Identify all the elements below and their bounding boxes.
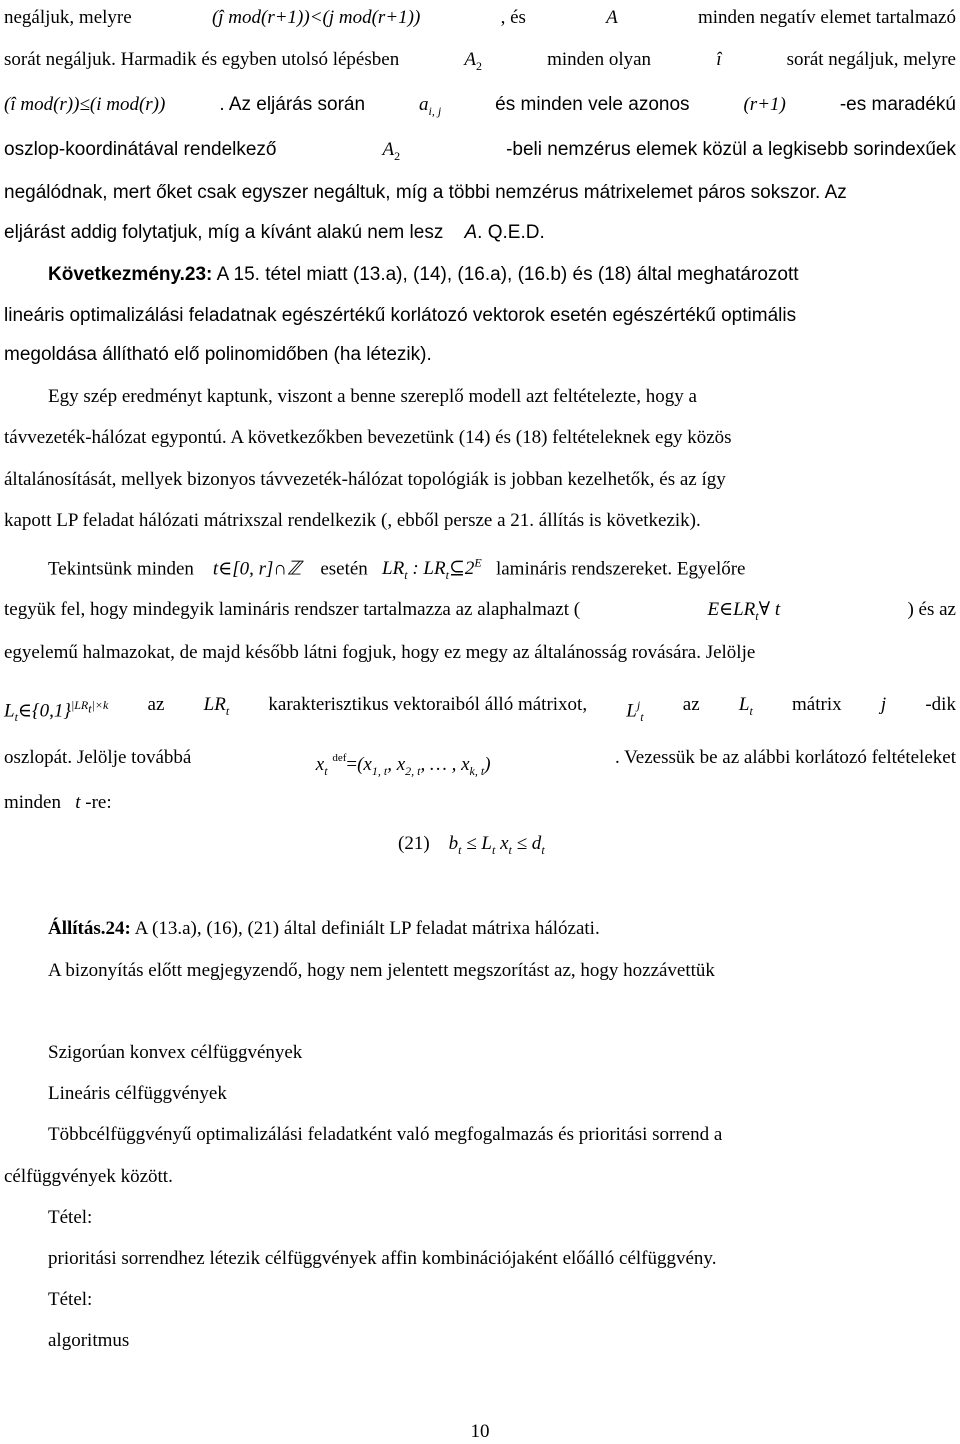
paragraph-line: tegyük fel, hogy mindegyik lamináris rendszer tartalmazza az alaphalmazt ( $E\in LR_t\forall$ t ) és az: [4, 597, 956, 629]
math-inline: $a_{i, j}$: [419, 94, 442, 118]
math-inline: (ĵ mod(r+1))<(j mod(r+1)): [211, 7, 421, 28]
paragraph-line: negáljuk, melyre (ĵ mod(r+1))<(j mod(r+1)) , és A minden negatív elemet tartalmazó: [4, 5, 956, 31]
paragraph-line: általánosítását, mellyek bizonyos távvezeték-hálózat topológiák is jobban kezelhetők, és az így: [4, 469, 726, 490]
paragraph-line: Tekintsünk minden t∈[0, r]∩ℤ esetén $LR_t$ : $LR_t⊆2^E$ lamináris rendszereket. Egyelőre: [48, 556, 746, 583]
math-inline: j: [880, 694, 887, 715]
math-inline: (r+1): [743, 94, 786, 115]
paragraph-line: lineáris optimalizálási feladatnak egészértékű korlátozó vektorok esetén egészértékű optimális: [4, 305, 797, 326]
math-inline: A: [464, 222, 478, 243]
page-number: 10: [470, 1421, 490, 1442]
statement-label: Állítás.24:: [48, 918, 131, 939]
math-inline: $x_t$ $^{def}=(x_{1, t}$, $x_{2, t}$, … , $x_{k, t}$): [315, 752, 491, 778]
paragraph-line: minden t -re:: [4, 792, 112, 813]
paragraph-line: eljárást addig folytatjuk, míg a kívánt alakú nem lesz A. Q.E.D.: [4, 222, 545, 243]
corollary-line: Következmény.23: A 15. tétel miatt (13.a), (14), (16.a), (16.b) és (18) által meghatározott: [48, 264, 799, 285]
equation-number: (21): [398, 833, 430, 854]
paragraph-line: (î mod(r))≤(i mod(r)) . Az eljárás során $a_{i, j}$ és minden vele azonos (r+1) -es maradékú: [4, 92, 956, 124]
paragraph-line: Egy szép eredményt kaptunk, viszont a benne szereplő modell azt feltételezte, hogy a: [48, 386, 697, 407]
paragraph-line: célfüggvények között.: [4, 1166, 173, 1187]
math-inline: $LR_t$: [203, 694, 230, 718]
math-inline: A: [606, 7, 618, 28]
paragraph-line: oszlopát. Jelölje továbbá $x_t$ $^{def}=(x_{1, t}$, $x_{2, t}$, … , $x_{k, t}$) . Vezessük be az alábbi korlátozó feltételeket: [4, 745, 956, 784]
theorem-label: Tétel:: [48, 1289, 93, 1310]
paragraph-line: kapott LP feladat hálózati mátrixszal rendelkezik (, ebből persze a 21. állítás is következik).: [4, 510, 701, 531]
paragraph-line: prioritási sorrendhez létezik célfüggvények affin kombinációjaként előálló célfüggvény.: [48, 1248, 717, 1269]
math-inline: $A_2$: [382, 139, 401, 163]
paragraph-line: A bizonyítás előtt megjegyzendő, hogy nem jelentett megszorítást az, hogy hozzávettük: [48, 960, 715, 981]
math-inline: î: [716, 49, 722, 70]
theorem-label: Tétel:: [48, 1207, 93, 1228]
paragraph-line: Többcélfüggvényű optimalizálási feladatként való megfogalmazás és prioritási sorrend a: [48, 1124, 723, 1145]
math-inline: $L_t\in\{0,1\}^{|LR_t|\times k}$: [4, 698, 109, 725]
math-inline: (î mod(r))≤(i mod(r)): [4, 94, 166, 115]
paragraph-line: sorát negáljuk. Harmadik és egyben utolsó lépésben $A_2$ minden olyan î sorát negáljuk, melyre: [4, 47, 956, 79]
paragraph-line: negálódnak, mert őket csak egyszer negáltuk, míg a többi nemzérus mátrixelemet páros sokszor. Az: [4, 182, 847, 203]
equation-21: [398, 831, 545, 863]
math-inline: $LR_t$ : $LR_t⊆2^E$: [382, 556, 482, 583]
paragraph-line: algoritmus: [48, 1330, 130, 1351]
corollary-label: Következmény.23:: [48, 264, 213, 285]
math-display: $b_t \le L_t$ $x_t \le d_t$: [448, 833, 545, 857]
math-inline: $E\in LR_t\forall$ t: [707, 599, 781, 623]
paragraph-line: $L_t\in\{0,1\}^{|LR_t|\times k}$ az $LR_t$ karakterisztikus vektoraiból álló mátrixot, $L^j_t$ az $L_t$ mátrix j -dik: [4, 692, 956, 730]
paragraph-line: megoldása állítható elő polinomidőben (ha létezik).: [4, 344, 432, 365]
paragraph-line: Lineáris célfüggvények: [48, 1083, 227, 1104]
math-inline: $L^j_t$: [626, 698, 644, 725]
math-inline: t∈[0, r]∩ℤ: [212, 558, 302, 580]
paragraph-line: oszlop-koordinátával rendelkező $A_2$ -beli nemzérus elemek közül a legkisebb sorindexűek: [4, 137, 956, 169]
paragraph-line: egyelemű halmazokat, de majd később látni fogjuk, hogy ez megy az általánosság rovására. Jelölje: [4, 642, 756, 663]
statement-line: Állítás.24: A (13.a), (16), (21) által definiált LP feladat mátrixa hálózati.: [48, 918, 600, 939]
math-inline: $A_2$: [464, 49, 482, 73]
math-inline: $L_t$: [738, 694, 753, 718]
paragraph-line: Szigorúan konvex célfüggvények: [48, 1042, 303, 1063]
paragraph-line: távvezeték-hálózat egypontú. A következőkben bevezetünk (14) és (18) feltételeknek egy közös: [4, 427, 732, 448]
